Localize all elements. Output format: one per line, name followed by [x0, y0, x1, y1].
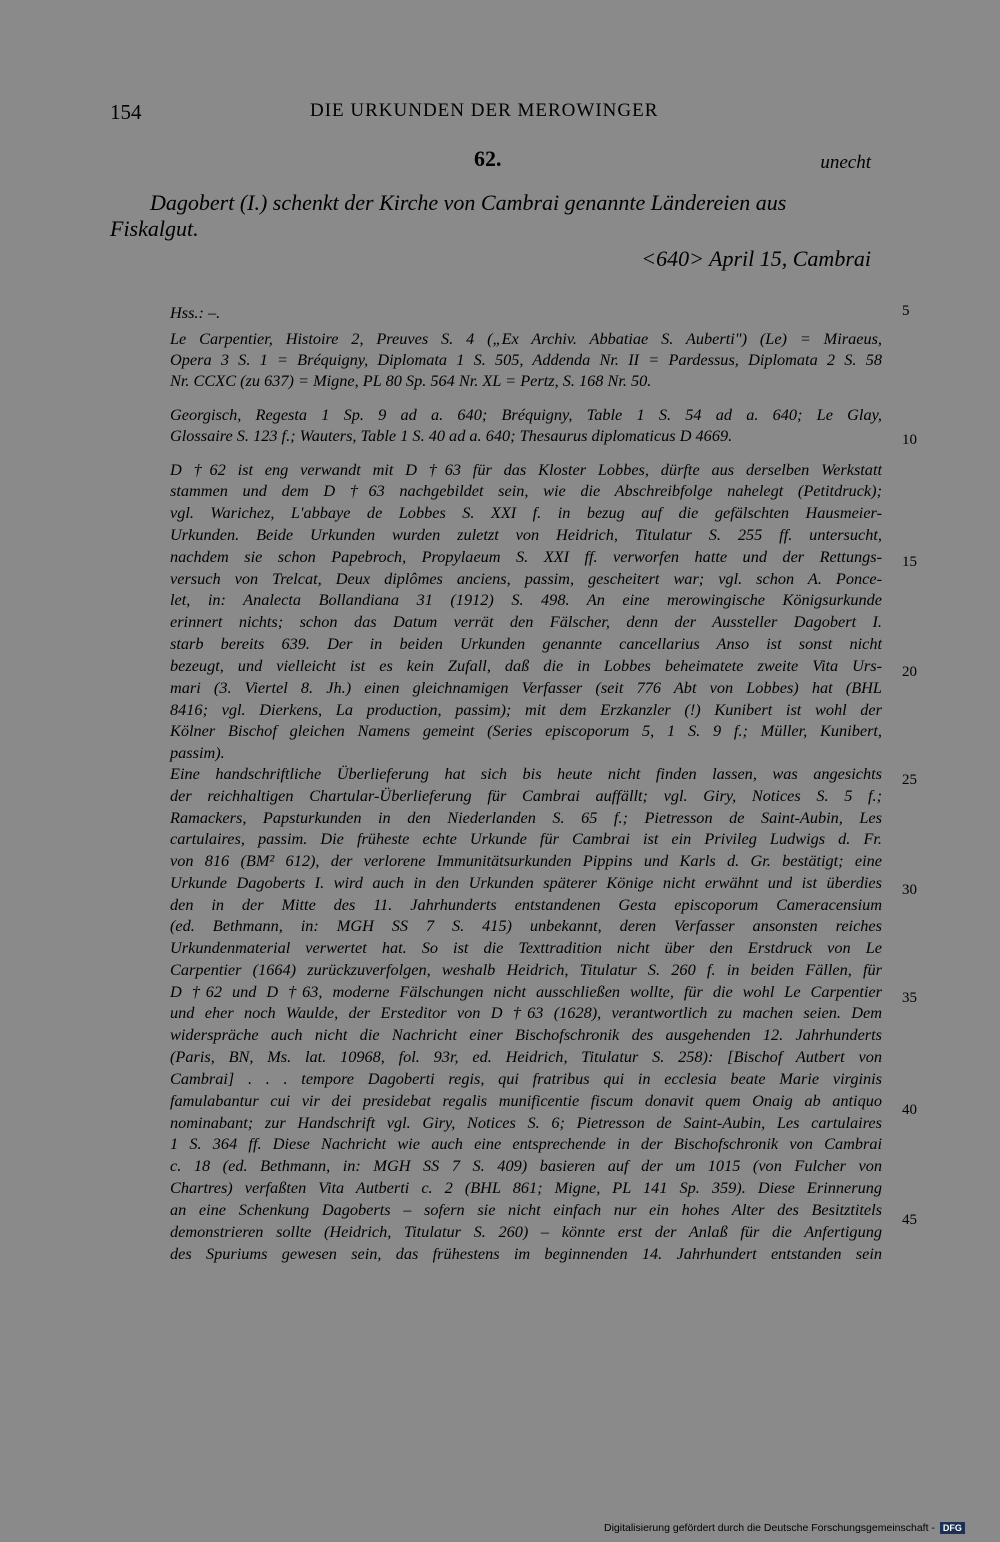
text-line: Le Carpentier, Histoire 2, Preuves S. 4 („Ex Archiv. Abbatiae S. Auberti") (Le) = Miraeus,: [170, 329, 882, 348]
text-line: der reichhaltigen Chartular-Überlieferung für Cambrai auffällt; vgl. Giry, Notices S. 5 f.;: [170, 786, 882, 805]
text-line: famulabantur cui vir dei presidebat regalis munificentie fiscum donavit quem Onaig ab antiquo: [170, 1091, 882, 1110]
text-line: starb bereits 639. Der in beiden Urkunden genannte cancellarius Anso ist sonst nicht: [170, 634, 882, 653]
authenticity-status: unecht: [820, 152, 871, 173]
text-line: an eine Schenkung Dagoberts – sofern sie nicht einfach nur ein hohes Alter des Besitztitels: [170, 1200, 882, 1219]
text-line: versuch von Trelcat, Deux diplômes anciens, passim, gescheitert war; vgl. schon A. Ponce-: [170, 569, 882, 588]
text-line: nachdem sie schon Papebroch, Propylaeum S. XXI ff. verworfen hatte und der Rettungs-: [170, 547, 882, 566]
text-line: D †62 ist eng verwandt mit D †63 für das Kloster Lobbes, dürfte aus derselben Werkstatt: [170, 460, 882, 479]
text-line: 8416; vgl. Dierkens, La production, passim); mit dem Erzkanzler (!) Kunibert ist wohl der: [170, 700, 882, 719]
text-line: passim).: [170, 743, 225, 762]
text-line: Eine handschriftliche Überlieferung hat sich bis heute nicht finden lassen, was angesichts: [170, 764, 882, 783]
regest-line-2: Fiskalgut.: [110, 216, 199, 241]
date-place: <640> April 15, Cambrai: [641, 246, 871, 271]
text-line: Carpentier (1664) zurückzuverfolgen, weshalb Heidrich, Titulatur S. 260 f. in beiden Fällen, für: [170, 960, 882, 979]
text-line: nominabant; zur Handschrift vgl. Giry, Notices S. 6; Pietresson de Saint-Aubin, Les cartulaires: [170, 1113, 882, 1132]
text-line: vgl. Warichez, L'abbaye de Lobbes S. XXI f. in bezug auf die gefälschten Hausmeier-: [170, 503, 882, 522]
text-line: Urkunde Dagoberts I. wird auch in den Urkunden späterer Könige nicht erwähnt und ist überdies: [170, 873, 882, 892]
text-line: Chartres) verfaßten Vita Autberti c. 2 (BHL 861; Migne, PL 141 Sp. 359). Diese Erinnerung: [170, 1178, 882, 1197]
text-line: widerspräche auch nicht die Nachricht einer Bischofschronik des ausgehenden 12. Jahrhunderts: [170, 1025, 882, 1044]
text-line: (Paris, BN, Ms. lat. 10968, fol. 93r, ed. Heidrich, Titulatur S. 258): [Bischof Autbert von: [170, 1047, 882, 1066]
text-line: 1 S. 364 ff. Diese Nachricht wie auch eine entsprechende in der Bischofschronik von Cambrai: [170, 1134, 882, 1153]
text-line: Opera 3 S. 1 = Bréquigny, Diplomata 1 S. 505, Addenda Nr. II = Pardessus, Diplomata 2 S. 58: [170, 350, 882, 369]
line-number: 30: [902, 882, 917, 898]
text-line: Urkunden. Beide Urkunden wurden zuletzt von Heidrich, Titulatur S. 255 ff. untersucht,: [170, 525, 882, 544]
dfg-logo: DFG: [940, 1522, 965, 1534]
text-line: demonstrieren sollte (Heidrich, Titulatur S. 260) – könnte erst der Anlaß für die Anfertigung: [170, 1222, 882, 1241]
line-number: 5: [902, 303, 910, 319]
text-line: let, in: Analecta Bollandiana 31 (1912) S. 498. An eine merowingische Königsurkunde: [170, 590, 882, 609]
footer-credit: [604, 1522, 965, 1534]
page-header: [110, 100, 885, 128]
text-line: Kölner Bischof gleichen Namens gemeint (Series episcoporum 5, 1 S. 9 f.; Müller, Kunibert,: [170, 721, 882, 740]
line-number: 35: [902, 990, 917, 1006]
text-line: mari (3. Viertel 8. Jh.) einen gleichnamigen Verfasser (seit 776 Abt von Lobbes) hat (BHL: [170, 678, 882, 697]
text-line: des Spuriums gewesen sein, das frühestens im beginnenden 14. Jahrhundert entstanden sein: [170, 1244, 882, 1263]
running-title: DIE URKUNDEN DER MEROWINGER: [310, 100, 659, 121]
text-line: Georgisch, Regesta 1 Sp. 9 ad a. 640; Bréquigny, Table 1 S. 54 ad a. 640; Le Glay,: [170, 405, 882, 424]
text-line: und eher noch Waulde, der Ersteditor von D †63 (1628), verantwortlich zu machen seien. Dem: [170, 1003, 882, 1022]
line-number: 15: [902, 554, 917, 570]
regest-line-1: Dagobert (I.) schenkt der Kirche von Cambrai genannte Ländereien aus: [150, 190, 787, 215]
line-number: 10: [902, 432, 917, 448]
document-number: 62.: [474, 146, 502, 171]
text-line: erinnert nichts; schon das Datum verrät den Fälscher, denn der Aussteller Dagobert I.: [170, 612, 882, 631]
line-number: 20: [902, 664, 917, 680]
text-line: (ed. Bethmann, in: MGH SS 7 S. 415) unbekannt, deren Verfasser ansonsten reiches: [170, 916, 882, 935]
line-number: 25: [902, 772, 917, 788]
text-line: D †62 und D †63, moderne Fälschungen nicht ausschließen wollte, für die wohl Le Carpentier: [170, 982, 882, 1001]
text-line: c. 18 (ed. Bethmann, in: MGH SS 7 S. 409) basieren auf der um 1015 (von Fulcher von: [170, 1156, 882, 1175]
regest: [110, 190, 870, 242]
line-number: 45: [902, 1212, 917, 1228]
text-line: Urkundenmaterial verwertet hat. So ist die Texttradition nicht über den Erstdruck von Le: [170, 938, 882, 957]
text-line: von 816 (BM² 612), der verlorene Immunitätsurkunden Pippins und Karls d. Gr. bestätigt; eine: [170, 851, 882, 870]
text-line: Glossaire S. 123 f.; Wauters, Table 1 S. 40 ad a. 640; Thesaurus diplomaticus D 4669.: [170, 426, 733, 445]
text-line: Ramackers, Papsturkunden in den Niederlanden S. 65 f.; Pietresson de Saint-Aubin, Les: [170, 808, 882, 827]
text-line: cartulaires, passim. Die früheste echte Urkunde für Cambrai ist ein Privileg Ludwigs d. Fr.: [170, 829, 882, 848]
text-line: Nr. CCXC (zu 637) = Migne, PL 80 Sp. 564 Nr. XL = Pertz, S. 168 Nr. 50.: [170, 371, 652, 390]
footer-text: Digitalisierung gefördert durch die Deutsche Forschungsgemeinschaft -: [604, 1522, 935, 1534]
line-number: 40: [902, 1102, 917, 1118]
text-line: bezeugt, und vielleicht ist es kein Zufall, daß die in Lobbes beheimatete zweite Vita Urs-: [170, 656, 882, 675]
text-line: Hss.: –.: [170, 303, 221, 322]
text-line: Cambrai] . . . tempore Dagoberti regis, qui fratribus qui in ecclesia beate Marie virginis: [170, 1069, 882, 1088]
text-line: stammen und dem D †63 nachgebildet sein, wie die Abschreibfolge nahelegt (Petitdruck);: [170, 481, 882, 500]
text-line: den in der Mitte des 11. Jahrhunderts entstandenen Gesta episcoporum Cameracensium: [170, 895, 882, 914]
page-number: 154: [110, 100, 142, 124]
